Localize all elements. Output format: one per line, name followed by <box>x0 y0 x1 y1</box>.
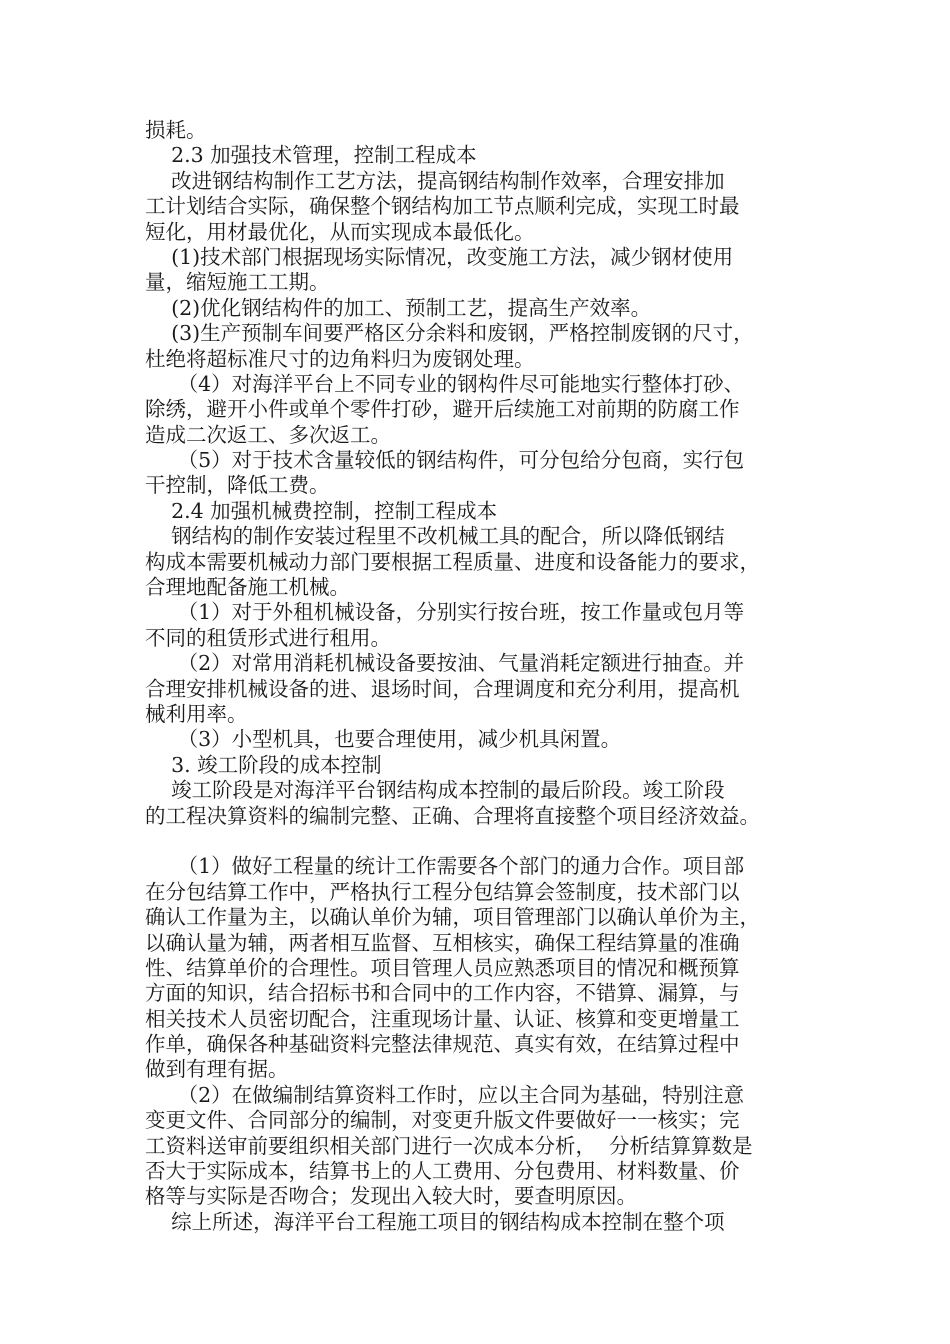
text-line: 在分包结算工作中，严格执行工程分包结算会签制度，技术部门以 <box>145 879 740 904</box>
list-item: （2）在做编制结算资料工作时，应以主合同为基础，特别注意 <box>145 1082 745 1107</box>
list-item: （3）小型机具，也要合理使用，减少机具闲置。 <box>145 727 622 752</box>
list-item: （5）对于技术含量较低的钢结构件，可分包给分包商，实行包 <box>145 448 745 473</box>
body-text <box>145 118 810 1235</box>
list-item: （2）对常用消耗机械设备要按油、气量消耗定额进行抽查。并 <box>145 651 745 676</box>
list-item: (1)技术部门根据现场实际情况，改变施工方法，减少钢材使用 <box>145 244 734 269</box>
text-line: 钢结构的制作安装过程里不改机械工具的配合，所以降低钢结 <box>145 524 725 549</box>
list-item: （1）对于外租机械设备，分别实行按台班，按工作量或包月等 <box>145 600 745 625</box>
list-item: (2)优化钢结构件的加工、预制工艺，提高生产效率。 <box>145 295 652 320</box>
text-line: 相关技术人员密切配合，注重现场计量、认证、核算和变更增量工 <box>145 1006 740 1031</box>
text-line: 竣工阶段是对海洋平台钢结构成本控制的最后阶段。竣工阶段 <box>145 778 725 803</box>
text-line: 械利用率。 <box>145 701 248 726</box>
text-line: 综上所述，海洋平台工程施工项目的钢结构成本控制在整个项 <box>145 1209 725 1234</box>
list-item: （1）做好工程量的统计工作需要各个部门的通力合作。项目部 <box>145 854 745 879</box>
section-heading: 2.4 加强机械费控制，控制工程成本 <box>145 498 498 523</box>
text-line: 否大于实际成本，结算书上的人工费用、分包费用、材料数量、价 <box>145 1159 740 1184</box>
blank-line <box>145 829 810 854</box>
text-line: 不同的租赁形式进行租用。 <box>145 625 391 650</box>
text-line: 短化，用材最优化，从而实现成本最低化。 <box>145 219 535 244</box>
text-line: 构成本需要机械动力部门要根据工程质量、进度和设备能力的要求， <box>145 549 760 574</box>
text-line: 变更文件、合同部分的编制，对变更升版文件要做好一一核实；完 <box>145 1108 740 1133</box>
text-line: 的工程决算资料的编制完整、正确、合理将直接整个项目经济效益。 <box>145 803 760 828</box>
text-line: 损耗。 <box>145 118 207 142</box>
text-line: 作单，确保各种基础资料完整法律规范、真实有效，在结算过程中 <box>145 1032 740 1057</box>
section-heading: 3. 竣工阶段的成本控制 <box>145 752 382 777</box>
text-line: 以确认量为辅，两者相互监督、互相核实，确保工程结算量的准确 <box>145 930 740 955</box>
text-line: 合理安排机械设备的进、退场时间，合理调度和充分利用，提高机 <box>145 676 740 701</box>
text-line: 除绣，避开小件或单个零件打砂，避开后续施工对前期的防腐工作 <box>145 397 740 422</box>
text-line: 造成二次返工、多次返工。 <box>145 422 391 447</box>
text-line: 杜绝将超标准尺寸的边角料归为废钢处理。 <box>145 346 535 371</box>
text-line: 工计划结合实际，确保整个钢结构加工节点顺利完成，实现工时最 <box>145 194 740 219</box>
text-line: 工资料送审前要组织相关部门进行一次成本分析， 分析结算算数是 <box>145 1133 753 1158</box>
list-item: （4）对海洋平台上不同专业的钢构件尽可能地实行整体打砂、 <box>145 371 745 396</box>
text-line: 干控制，降低工费。 <box>145 473 330 498</box>
text-line: 合理地配备施工机械。 <box>145 575 350 600</box>
list-item: (3)生产预制车间要严格区分余料和废钢，严格控制废钢的尺寸， <box>145 321 754 346</box>
text-line: 量，缩短施工工期。 <box>145 270 330 295</box>
text-line: 确认工作量为主，以确认单价为辅，项目管理部门以确认单价为主， <box>145 905 760 930</box>
text-line: 做到有理有据。 <box>145 1057 289 1082</box>
text-line: 方面的知识，结合招标书和合同中的工作内容，不错算、漏算，与 <box>145 981 740 1006</box>
text-line: 格等与实际是否吻合；发现出入较大时，要查明原因。 <box>145 1184 637 1209</box>
text-line: 性、结算单价的合理性。项目管理人员应熟悉项目的情况和概预算 <box>145 955 740 980</box>
section-heading: 2.3 加强技术管理，控制工程成本 <box>145 143 477 168</box>
text-line: 改进钢结构制作工艺方法，提高钢结构制作效率，合理安排加 <box>145 168 725 193</box>
